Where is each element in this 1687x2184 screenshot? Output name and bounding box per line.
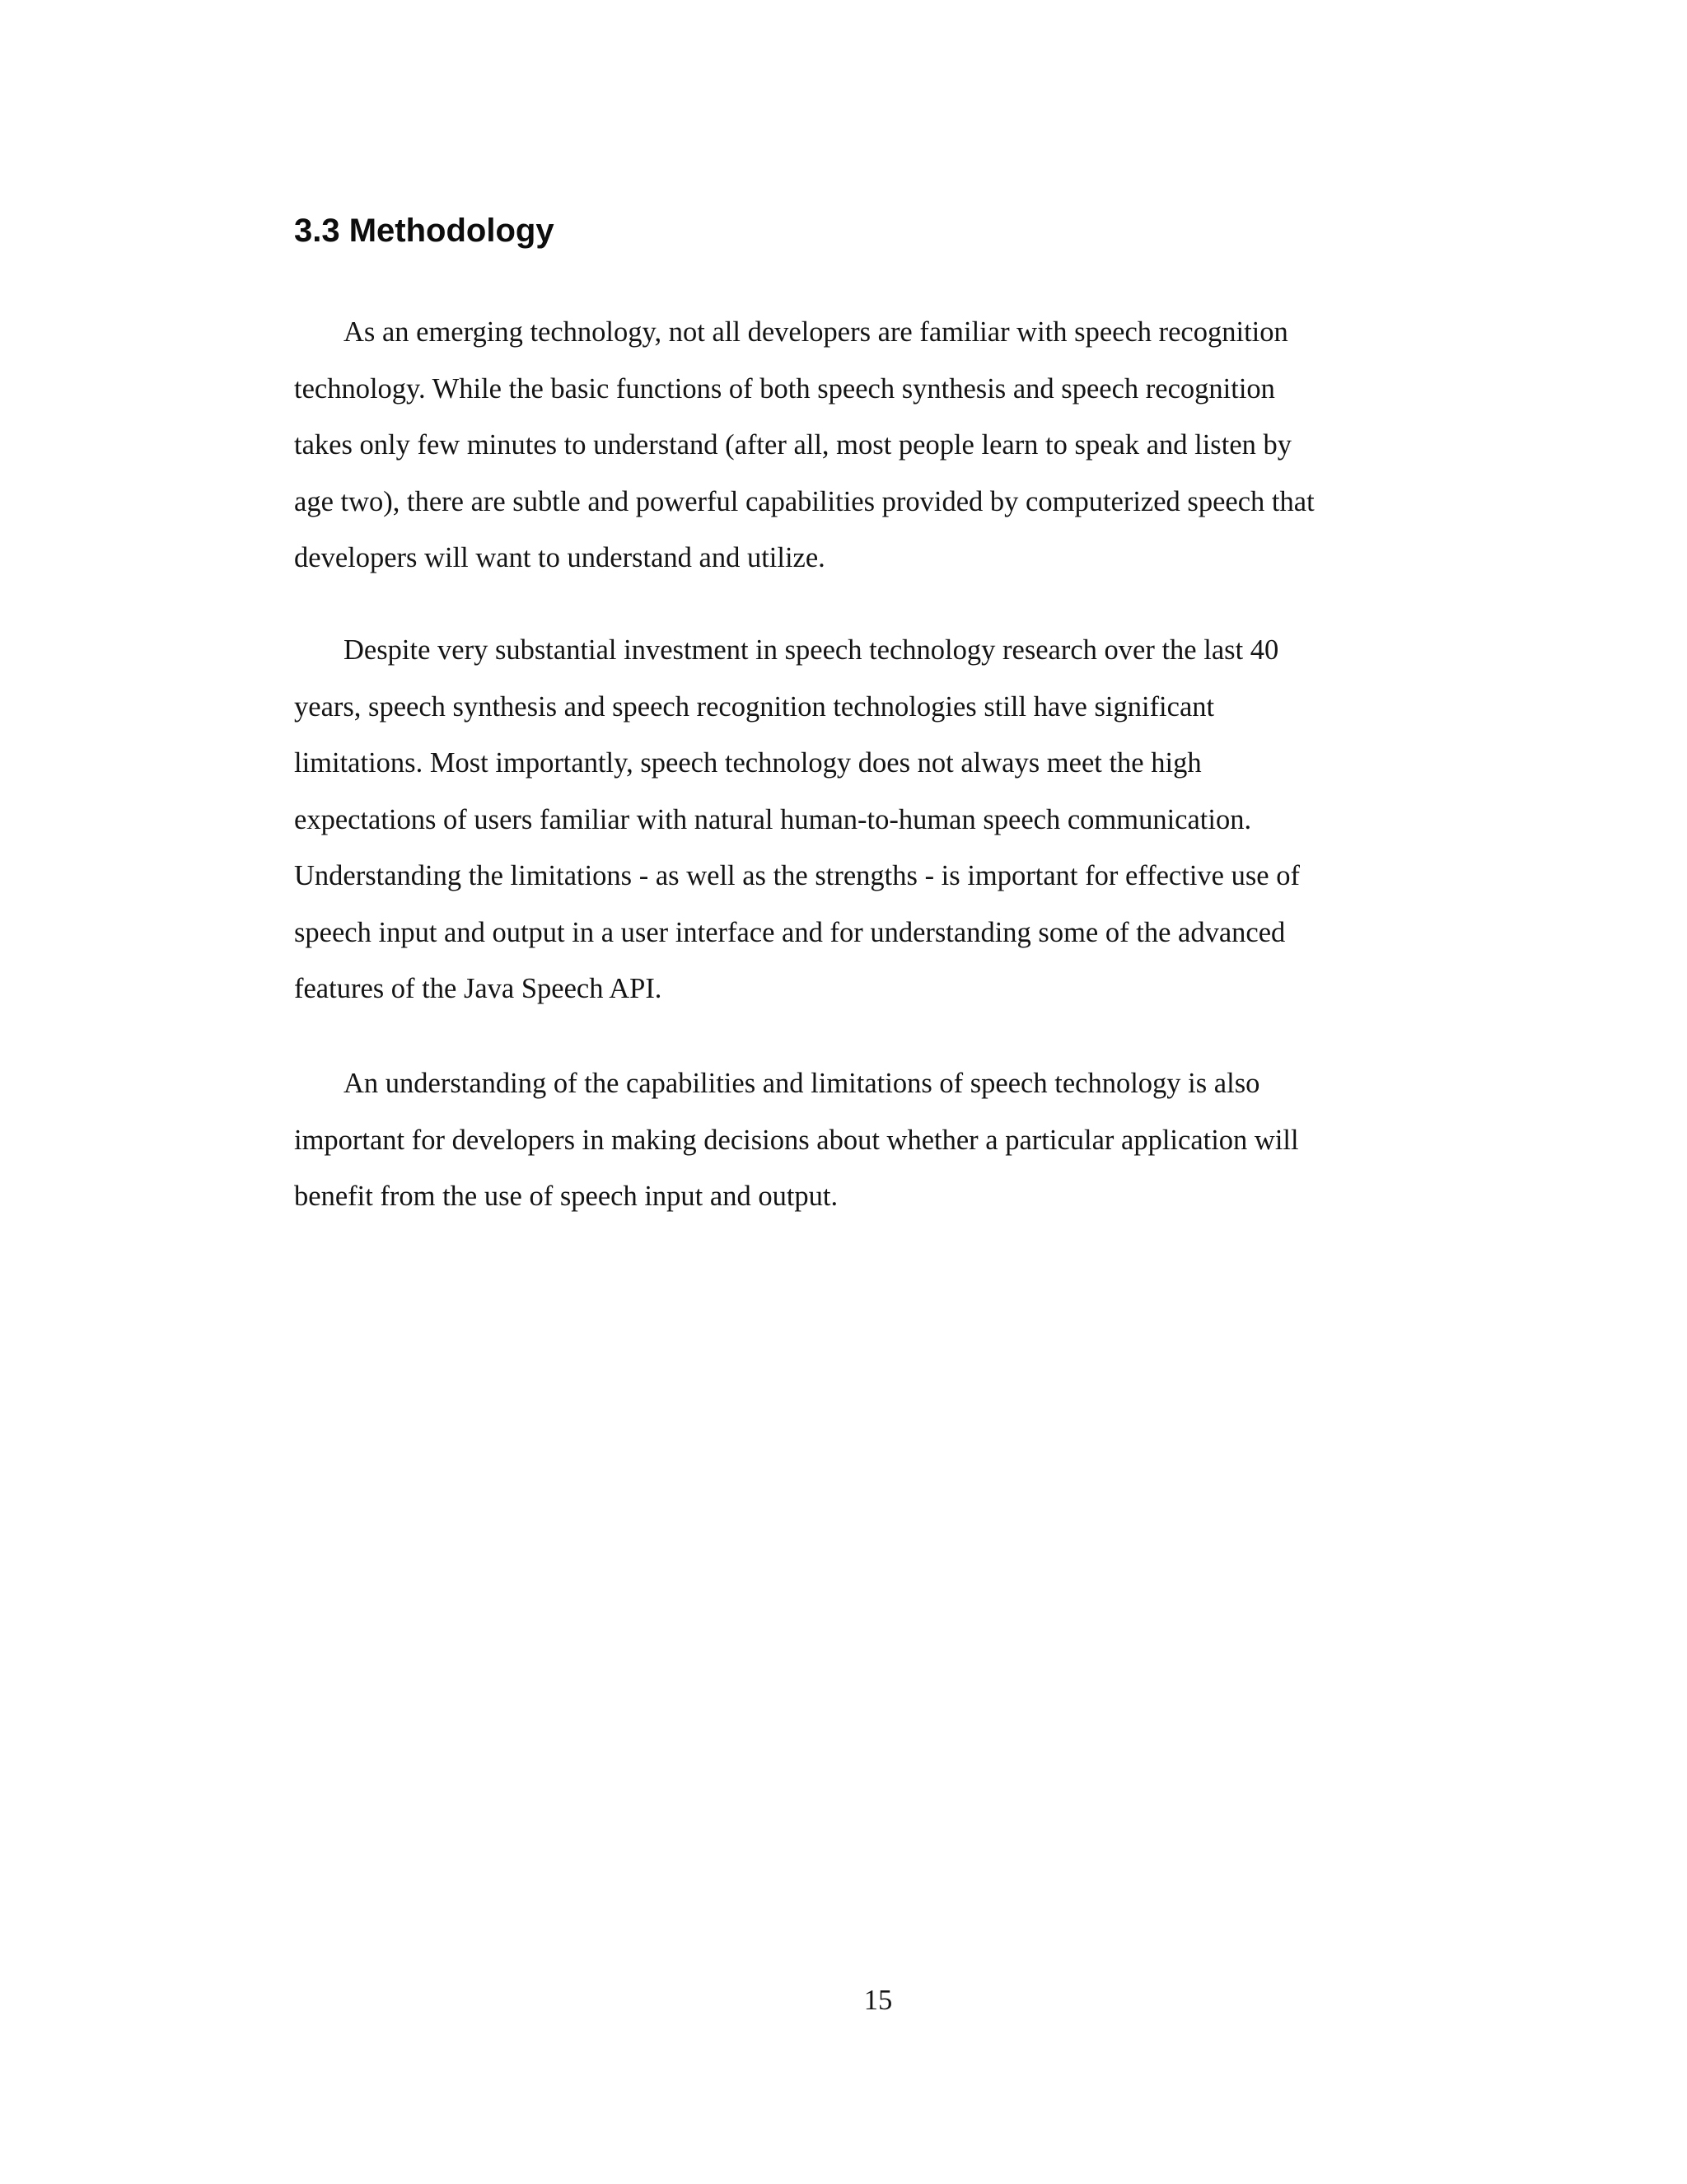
paragraph-3 bbox=[294, 1055, 1365, 1225]
page-number: 15 bbox=[863, 1985, 893, 2016]
paragraph-line: As an emerging technology, not all developers are familiar with speech recognition bbox=[343, 316, 1288, 348]
paragraph-line: technology. While the basic functions of both speech synthesis and speech recognition bbox=[294, 372, 1275, 405]
paragraph-line: important for developers in making decisions about whether a particular application will bbox=[294, 1124, 1299, 1156]
paragraph-line: limitations. Most importantly, speech technology does not always meet the high bbox=[294, 747, 1202, 779]
paragraph-line: Despite very substantial investment in speech technology research over the last 40 bbox=[343, 634, 1279, 666]
paragraph-2 bbox=[294, 622, 1365, 1017]
paragraph-line: developers will want to understand and utilize. bbox=[294, 542, 825, 573]
paragraph-line: age two), there are subtle and powerful capabilities provided by computerized speech that bbox=[294, 485, 1315, 517]
paragraph-line: years, speech synthesis and speech recognition technologies still have significant bbox=[294, 690, 1215, 723]
paragraph-line: expectations of users familiar with natural human-to-human speech communication. bbox=[294, 803, 1252, 835]
paragraph-line: features of the Java Speech API. bbox=[294, 973, 662, 1004]
paragraph-1 bbox=[294, 304, 1365, 587]
paragraph-line: benefit from the use of speech input and output. bbox=[294, 1181, 839, 1212]
paragraph-line: speech input and output in a user interface and for understanding some of the advanced bbox=[294, 916, 1286, 948]
paragraph-line: An understanding of the capabilities and limitations of speech technology is also bbox=[343, 1068, 1260, 1099]
section-heading: 3.3 Methodology bbox=[294, 213, 554, 249]
paragraph-line: takes only few minutes to understand (after all, most people learn to speak and listen by bbox=[294, 429, 1292, 461]
paragraph-line: Understanding the limitations - as well as the strengths - is important for effective use of bbox=[294, 860, 1300, 891]
